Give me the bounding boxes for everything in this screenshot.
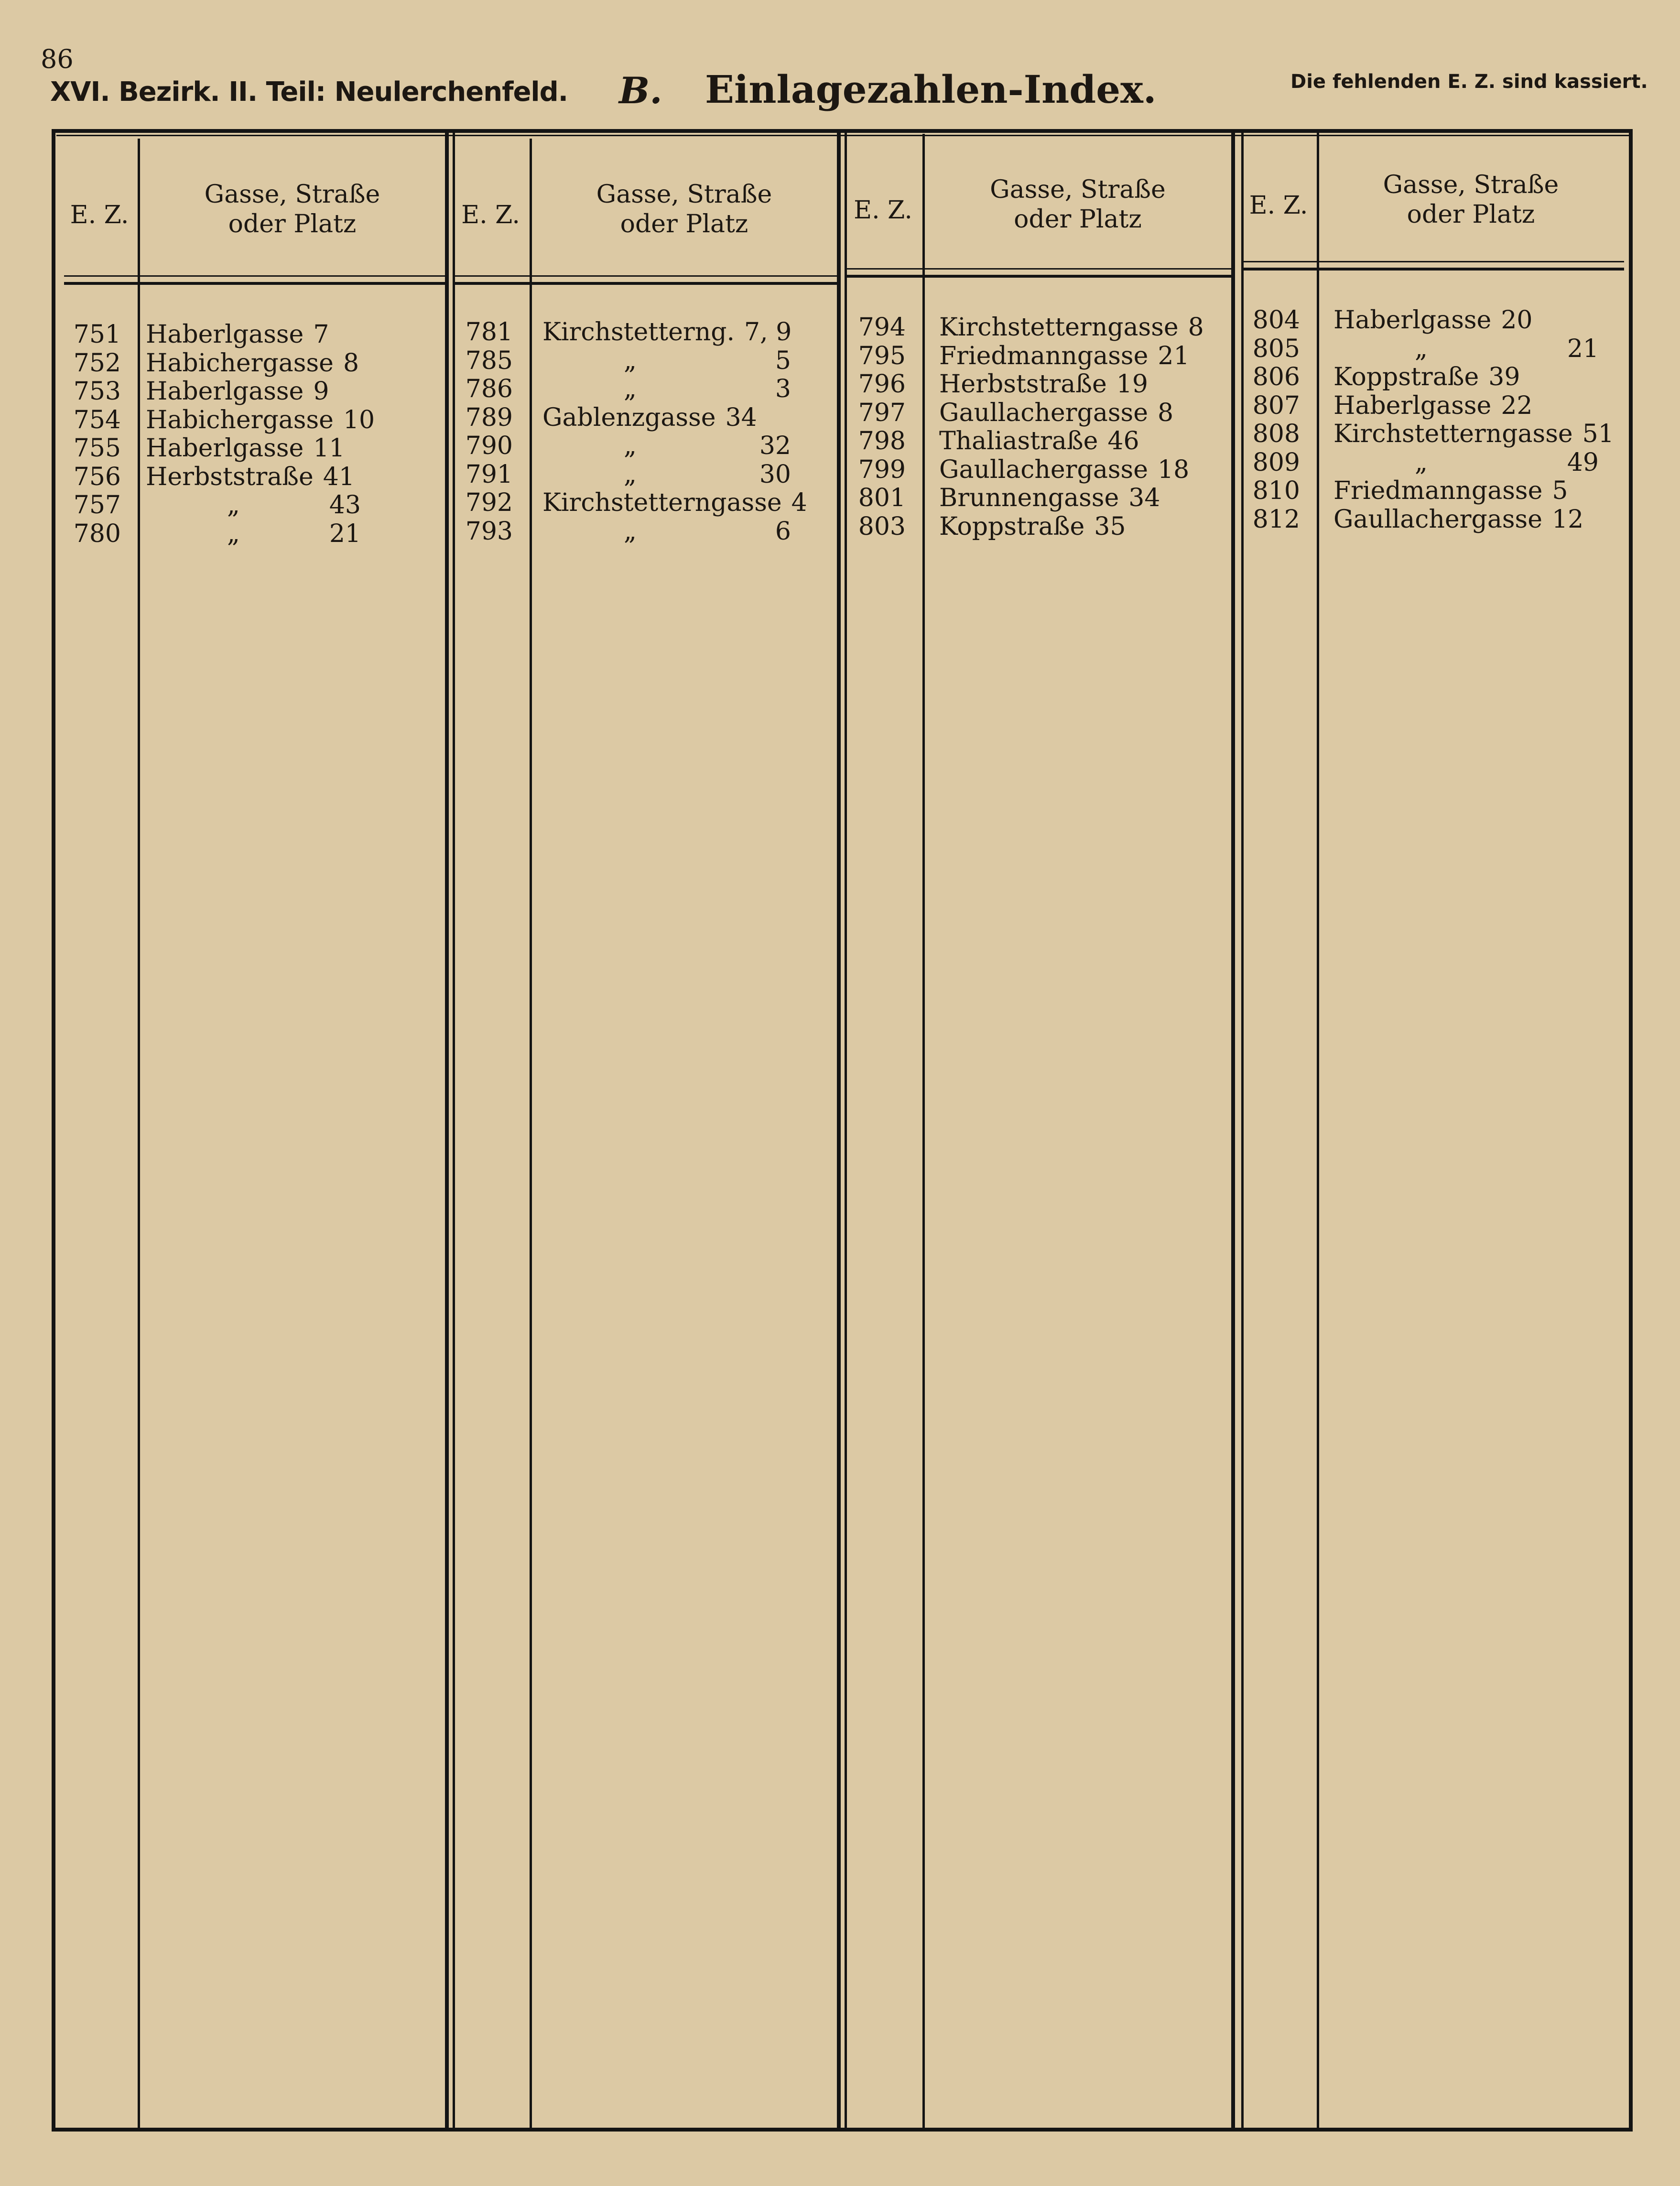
street-name: „ — [227, 491, 240, 519]
street-name: „ — [624, 346, 637, 375]
street-name: „ — [624, 517, 637, 546]
house-number: 43 — [329, 491, 361, 519]
street-column-header-line2: oder Platz — [1014, 205, 1142, 234]
district-heading: XVI. Bezirk. II. Teil: Neulerchenfeld. — [50, 76, 568, 108]
ez-divider — [138, 139, 140, 2129]
house-number: 8 — [343, 348, 359, 378]
street-name: Kirchstetterngasse — [1333, 420, 1573, 448]
street-column-header: Gasse, Straße — [990, 175, 1166, 204]
ez-number: 794 — [858, 313, 906, 342]
ez-number: 806 — [1252, 363, 1300, 391]
street-name: Brunnengasse — [939, 484, 1119, 512]
house-number: 35 — [1094, 512, 1126, 541]
ez-number: 796 — [858, 370, 906, 399]
house-number: 51 — [1582, 420, 1614, 448]
ez-number: 791 — [465, 460, 513, 489]
house-number: 8 — [1188, 313, 1204, 342]
header-rule — [846, 268, 1232, 270]
ez-number: 809 — [1252, 448, 1300, 477]
street-name: „ — [1415, 448, 1428, 477]
ez-number: 793 — [465, 517, 513, 546]
ez-number: 786 — [465, 375, 513, 403]
column-divider — [837, 131, 841, 2129]
ez-number: 789 — [465, 403, 513, 432]
house-number: 11 — [313, 434, 345, 463]
street-column-header: Gasse, Straße — [596, 180, 772, 209]
house-number: 10 — [343, 405, 375, 434]
ez-number: 754 — [73, 405, 121, 434]
page-title: Einlagezahlen-Index. — [705, 67, 1157, 112]
street-name: „ — [624, 432, 637, 460]
street-column-header-line2: oder Platz — [228, 210, 357, 238]
house-number: 19 — [1116, 370, 1148, 399]
ez-number: 781 — [465, 318, 513, 346]
ez-number: 801 — [858, 484, 906, 512]
header-rule — [1243, 268, 1624, 271]
street-name: Kirchstetterngasse — [939, 313, 1179, 342]
house-number: 21 — [329, 519, 361, 548]
street-name: Gablenzgasse — [542, 403, 716, 432]
street-name: Herbststraße — [939, 370, 1107, 399]
house-number: 46 — [1107, 427, 1139, 455]
street-name: Gaullachergasse — [939, 398, 1148, 427]
ez-number: 756 — [73, 462, 121, 491]
street-name: Haberlgasse — [146, 434, 304, 463]
house-number: 9 — [313, 377, 329, 406]
header-rule — [846, 275, 1232, 278]
ez-number: 755 — [73, 434, 121, 463]
street-name: Habichergasse — [146, 405, 334, 434]
street-name: Haberlgasse — [146, 377, 304, 406]
ez-number: 798 — [858, 427, 906, 455]
top-rule — [56, 135, 1629, 136]
ez-column-header: E. Z. — [1249, 191, 1308, 220]
street-name: Habichergasse — [146, 348, 334, 378]
ez-number: 807 — [1252, 391, 1300, 420]
ez-number: 797 — [858, 398, 906, 427]
ez-number: 810 — [1252, 476, 1300, 505]
house-number: 7, 9 — [744, 318, 792, 346]
ez-number: 753 — [73, 377, 121, 406]
street-name: Gaullachergasse — [1333, 505, 1542, 534]
ez-number: 799 — [858, 455, 906, 484]
house-number: 34 — [725, 403, 757, 432]
ez-number: 780 — [73, 519, 121, 548]
street-name: Thaliastraße — [939, 427, 1098, 455]
house-number: 18 — [1157, 455, 1190, 484]
street-column-header: Gasse, Straße — [1383, 171, 1559, 199]
street-name: „ — [624, 375, 637, 403]
house-number: 6 — [775, 517, 791, 546]
ez-number: 804 — [1252, 306, 1300, 335]
street-name: Friedmanngasse — [1333, 476, 1543, 505]
house-number: 12 — [1551, 505, 1584, 534]
ez-column-header: E. Z. — [461, 201, 520, 229]
street-name: „ — [227, 519, 240, 548]
house-number: 20 — [1501, 306, 1533, 335]
header-rule — [64, 275, 446, 277]
ez-number: 792 — [465, 488, 513, 517]
street-name: Herbststraße — [146, 462, 314, 491]
house-number: 22 — [1501, 391, 1533, 420]
street-name: Gaullachergasse — [939, 455, 1148, 484]
street-column-header-line2: oder Platz — [620, 210, 748, 238]
column-divider — [1231, 131, 1235, 2129]
column-divider — [445, 131, 449, 2129]
ez-number: 795 — [858, 341, 906, 370]
ez-number: 757 — [73, 491, 121, 519]
ez-number: 803 — [858, 512, 906, 541]
house-number: 8 — [1157, 398, 1174, 427]
house-number: 21 — [1567, 334, 1599, 363]
header-rule — [455, 275, 838, 277]
street-name: Kirchstetterngasse — [542, 488, 782, 517]
house-number: 3 — [775, 375, 791, 403]
street-column-header: Gasse, Straße — [204, 180, 380, 209]
house-number: 7 — [313, 320, 329, 349]
street-name: „ — [1415, 334, 1428, 363]
house-number: 30 — [759, 460, 791, 489]
ez-number: 752 — [73, 348, 121, 378]
house-number: 4 — [791, 488, 807, 517]
street-name: Haberlgasse — [146, 320, 304, 349]
ez-number: 805 — [1252, 334, 1300, 363]
house-number: 5 — [775, 346, 791, 375]
house-number: 21 — [1158, 341, 1190, 370]
section-letter: B. — [619, 69, 662, 112]
ez-divider — [1317, 129, 1319, 2129]
street-column-header-line2: oder Platz — [1407, 200, 1535, 229]
ez-column-header: E. Z. — [854, 196, 912, 225]
ez-divider — [922, 134, 925, 2129]
ez-number: 808 — [1252, 420, 1300, 448]
house-number: 34 — [1128, 484, 1160, 512]
house-number: 5 — [1552, 476, 1568, 505]
house-number: 39 — [1488, 363, 1520, 391]
ez-number: 790 — [465, 432, 513, 460]
page-number: 86 — [41, 44, 74, 74]
ez-number: 812 — [1252, 505, 1300, 534]
header-rule — [64, 282, 446, 285]
house-number: 49 — [1567, 448, 1599, 477]
ez-number: 751 — [73, 320, 121, 349]
street-name: „ — [624, 460, 637, 489]
ez-number: 785 — [465, 346, 513, 375]
street-name: Haberlgasse — [1333, 391, 1492, 420]
street-name: Friedmanngasse — [939, 341, 1149, 370]
house-number: 41 — [323, 462, 355, 491]
cassation-note: Die fehlenden E. Z. sind kassiert. — [1290, 71, 1648, 93]
street-name: Kirchstetterng. — [542, 318, 735, 346]
street-name: Koppstraße — [1333, 363, 1479, 391]
ez-divider — [530, 139, 532, 2129]
header-rule — [1243, 261, 1624, 262]
house-number: 32 — [759, 432, 791, 460]
street-name: Haberlgasse — [1333, 306, 1492, 335]
header-rule — [455, 282, 838, 285]
street-name: Koppstraße — [939, 512, 1085, 541]
ez-column-header: E. Z. — [70, 201, 129, 229]
